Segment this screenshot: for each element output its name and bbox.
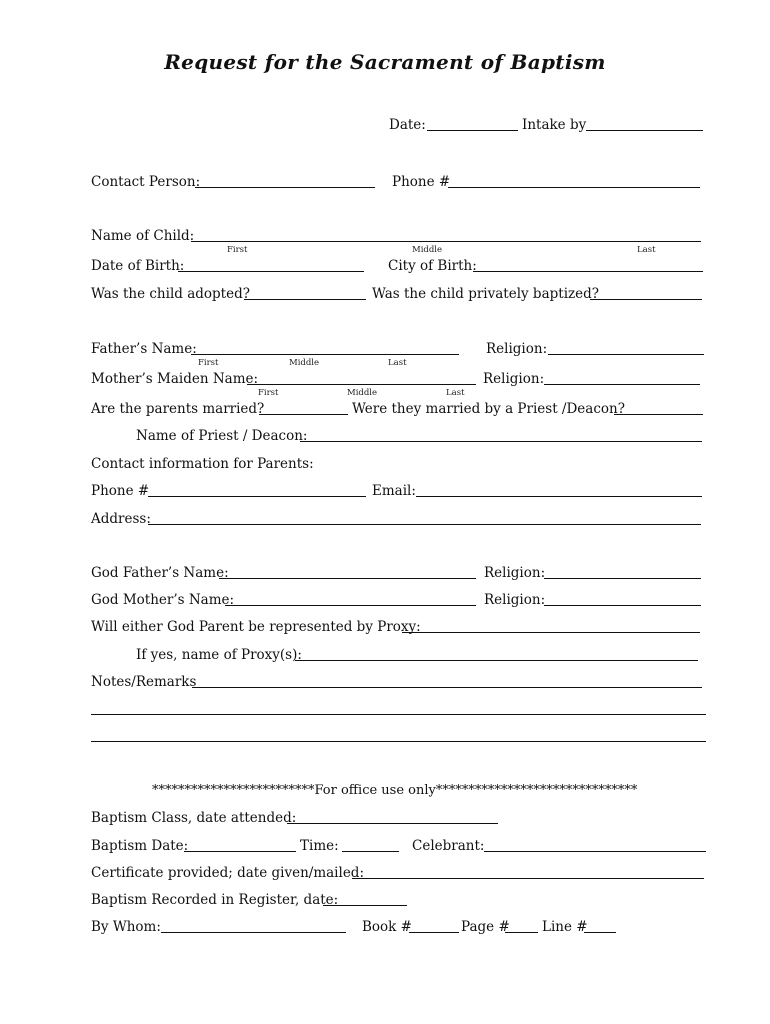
notes-label: Notes/Remarks	[91, 674, 197, 690]
name-of-priest-label: Name of Priest / Deacon:	[136, 428, 308, 444]
father-last-sublabel: Last	[388, 358, 407, 368]
book-label: Book #	[362, 919, 412, 935]
privately-baptized-field[interactable]	[590, 299, 702, 300]
name-of-child-label: Name of Child:	[91, 228, 195, 244]
mother-religion-label: Religion:	[483, 371, 545, 387]
mother-last-sublabel: Last	[446, 388, 465, 398]
father-first-sublabel: First	[198, 358, 219, 368]
god-mother-label: God Mother’s Name:	[91, 592, 235, 608]
father-religion-field[interactable]	[548, 354, 704, 355]
book-field[interactable]	[409, 932, 459, 933]
god-mother-religion-field[interactable]	[544, 605, 701, 606]
celebrant-field[interactable]	[484, 851, 706, 852]
mother-middle-sublabel: Middle	[347, 388, 378, 398]
god-mother-religion-label: Religion:	[484, 592, 546, 608]
fathers-name-field[interactable]	[191, 354, 459, 355]
city-of-birth-label: City of Birth:	[388, 258, 477, 274]
god-mother-field[interactable]	[225, 605, 476, 606]
god-father-religion-label: Religion:	[484, 565, 546, 581]
parents-phone-field[interactable]	[148, 496, 366, 497]
married-by-priest-label: Were they married by a Priest /Deacon?	[352, 401, 625, 417]
date-of-birth-label: Date of Birth:	[91, 258, 185, 274]
parents-married-label: Are the parents married?	[91, 401, 265, 417]
by-whom-field[interactable]	[161, 932, 346, 933]
baptism-date-field[interactable]	[184, 851, 296, 852]
child-middle-sublabel: Middle	[412, 245, 443, 255]
recorded-field[interactable]	[323, 905, 407, 906]
contact-person-field[interactable]	[195, 187, 375, 188]
form-title: Request for the Sacrament of Baptism	[164, 50, 606, 74]
baptism-class-field[interactable]	[287, 823, 498, 824]
father-middle-sublabel: Middle	[289, 358, 320, 368]
mothers-maiden-name-label: Mother’s Maiden Name:	[91, 371, 259, 387]
notes-field-line-1[interactable]	[192, 687, 702, 688]
god-father-religion-field[interactable]	[544, 578, 701, 579]
address-field[interactable]	[148, 524, 701, 525]
certificate-field[interactable]	[352, 878, 704, 879]
email-label: Email:	[372, 483, 416, 499]
privately-baptized-label: Was the child privately baptized?	[372, 286, 599, 302]
line-label: Line #	[542, 919, 588, 935]
date-label: Date:	[389, 117, 426, 133]
baptism-class-label: Baptism Class, date attended:	[91, 810, 297, 826]
father-religion-label: Religion:	[486, 341, 548, 357]
proxy-question-label: Will either God Parent be represented by Proxy:	[91, 619, 421, 635]
time-label: Time:	[300, 838, 339, 854]
baptism-date-label: Baptism Date:	[91, 838, 189, 854]
recorded-label: Baptism Recorded in Register, date:	[91, 892, 339, 908]
parents-married-field[interactable]	[259, 414, 348, 415]
mother-religion-field[interactable]	[544, 384, 700, 385]
page-label: Page #	[461, 919, 510, 935]
office-use-banner: *************************For office use only*******************************	[152, 783, 638, 798]
date-of-birth-field[interactable]	[178, 271, 364, 272]
proxy-name-label: If yes, name of Proxy(s):	[136, 647, 302, 663]
email-field[interactable]	[416, 496, 702, 497]
phone-label: Phone #	[392, 174, 451, 190]
intake-by-field[interactable]	[586, 130, 703, 131]
phone-field[interactable]	[448, 187, 700, 188]
mother-first-sublabel: First	[258, 388, 279, 398]
god-father-field[interactable]	[219, 578, 476, 579]
parents-phone-label: Phone #	[91, 483, 150, 499]
line-field[interactable]	[584, 932, 616, 933]
fathers-name-label: Father’s Name:	[91, 341, 197, 357]
celebrant-label: Celebrant:	[412, 838, 485, 854]
name-of-child-field[interactable]	[191, 241, 701, 242]
proxy-name-field[interactable]	[295, 660, 698, 661]
by-whom-label: By Whom:	[91, 919, 161, 935]
child-last-sublabel: Last	[637, 245, 656, 255]
contact-info-parents-label: Contact information for Parents:	[91, 456, 314, 472]
city-of-birth-field[interactable]	[473, 271, 703, 272]
mothers-maiden-name-field[interactable]	[247, 384, 476, 385]
adopted-field[interactable]	[244, 299, 366, 300]
god-father-label: God Father’s Name:	[91, 565, 229, 581]
notes-field-line-3[interactable]	[91, 741, 706, 742]
notes-field-line-2[interactable]	[91, 714, 706, 715]
page-field[interactable]	[505, 932, 538, 933]
time-field[interactable]	[342, 851, 399, 852]
proxy-question-field[interactable]	[402, 632, 700, 633]
address-label: Address:	[91, 511, 151, 527]
adopted-label: Was the child adopted?	[91, 286, 250, 302]
name-of-priest-field[interactable]	[300, 441, 702, 442]
contact-person-label: Contact Person:	[91, 174, 201, 190]
date-field[interactable]	[427, 130, 518, 131]
child-first-sublabel: First	[227, 245, 248, 255]
intake-by-label: Intake by	[522, 117, 587, 133]
married-by-priest-field[interactable]	[614, 414, 703, 415]
certificate-label: Certificate provided; date given/mailed:	[91, 865, 364, 881]
